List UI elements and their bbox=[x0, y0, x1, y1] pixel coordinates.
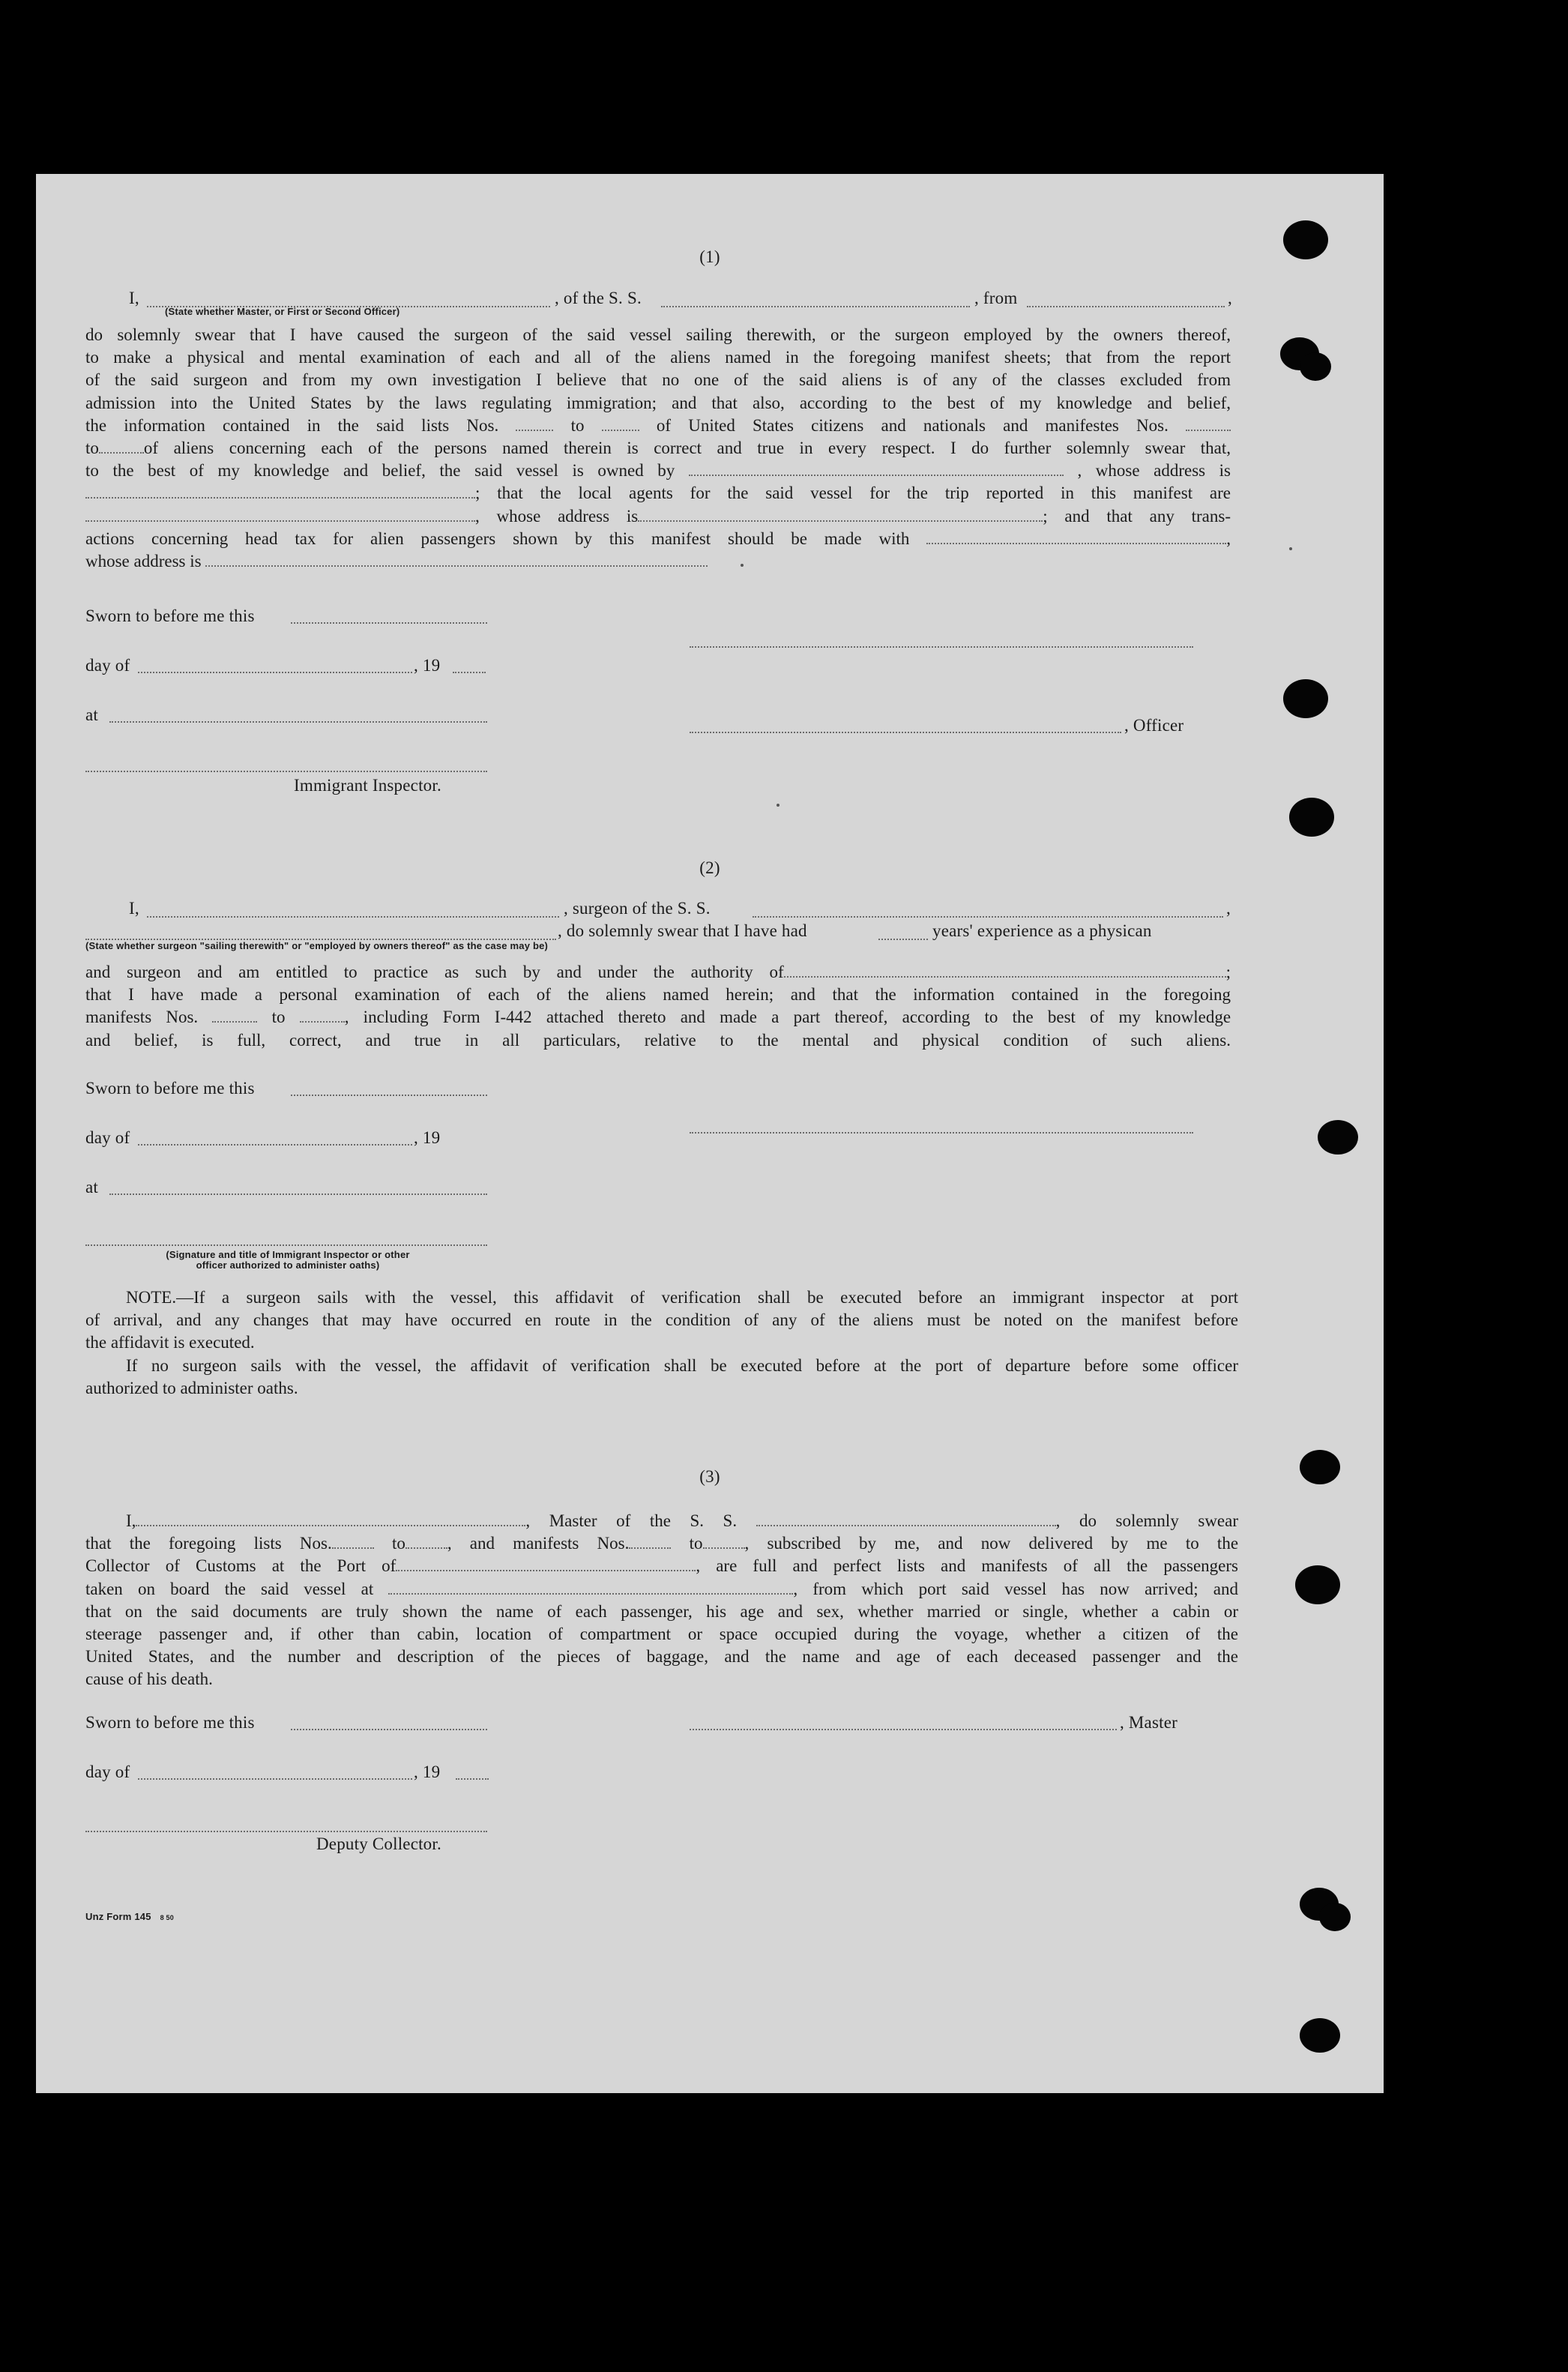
s1-officer-sig-blank[interactable] bbox=[690, 732, 1121, 733]
s2-at: at bbox=[85, 1178, 98, 1196]
s3-lists-to: to bbox=[391, 1534, 405, 1553]
s2-manifests-to: to bbox=[271, 1008, 286, 1027]
s1-body bbox=[85, 324, 1231, 573]
s3-body-line: cause of his death. bbox=[85, 1670, 213, 1689]
s1-headtax-comma: , bbox=[1226, 529, 1231, 548]
note-block bbox=[85, 1286, 1238, 1400]
s1-lists-c: of United States citizens and nationals and manifestes Nos. bbox=[656, 415, 1169, 435]
s1-headtax-line bbox=[85, 528, 1231, 550]
s3-taken-blank[interactable] bbox=[388, 1583, 793, 1595]
speck bbox=[777, 804, 780, 807]
s1-owner-blank[interactable] bbox=[689, 464, 1064, 476]
s2-day-of: day of bbox=[85, 1128, 130, 1147]
s2-inspector-blank[interactable] bbox=[85, 1244, 487, 1246]
s1-vessel-blank[interactable] bbox=[661, 306, 970, 307]
s1-owned-line bbox=[85, 460, 1231, 482]
s3-i-label: I, bbox=[126, 1511, 136, 1530]
s1-at: at bbox=[85, 705, 98, 724]
s2-surgeon-note: (State whether surgeon "sailing therewith" or "employed by owners thereof" as the case may be) bbox=[85, 940, 549, 951]
s1-owned-address: , whose address is bbox=[1077, 461, 1231, 481]
s3-master-blank[interactable] bbox=[136, 1514, 525, 1526]
s3-manifests-from-blank[interactable] bbox=[629, 1537, 671, 1549]
s2-swear: , do solemnly swear that I have had bbox=[558, 921, 807, 940]
s2-i-label: I, bbox=[129, 899, 139, 918]
s3-body-line: United States, and the number and description of the pieces of baggage, and the name and age of each deceased passenger and the bbox=[85, 1647, 1238, 1667]
s3-day-of: day of bbox=[85, 1763, 130, 1781]
s1-lists-line bbox=[85, 415, 1231, 437]
s2-years-text: years' experience as a physican bbox=[932, 921, 1152, 940]
s2-year: , 19 bbox=[414, 1128, 441, 1147]
s3-subscribed: , subscribed by me, and now delivered by me to the bbox=[744, 1534, 1239, 1553]
note-line: the affidavit is executed. bbox=[85, 1333, 255, 1352]
note-line: If no surgeon sails with the vessel, the affidavit of verification shall be executed before at the port of departure before some officer bbox=[126, 1355, 1238, 1375]
s1-body-line: do solemnly swear that I have caused the surgeon of the said vessel sailing therewith, or the surgeon employed by the owners thereof, bbox=[85, 325, 1231, 344]
section2-heading: (2) bbox=[699, 858, 720, 877]
s1-headtax-text: actions concerning head tax for alien passengers shown by this manifest should be made with bbox=[85, 529, 910, 548]
punch-hole bbox=[1295, 1565, 1340, 1604]
s1-comma: , bbox=[1228, 289, 1232, 307]
form-number-text: Unz Form 145 bbox=[85, 1911, 151, 1922]
s2-day-blank[interactable] bbox=[138, 1144, 412, 1146]
s3-sworn: Sworn to before me this bbox=[85, 1713, 255, 1732]
s3-arrived: , from which port said vessel has now arrived; and bbox=[793, 1579, 1238, 1598]
s1-signature-blank[interactable] bbox=[690, 646, 1193, 648]
s3-collector: Collector of Customs at the Port of bbox=[85, 1556, 396, 1576]
s2-sig-note-1: (Signature and title of Immigrant Inspector or other bbox=[166, 1249, 410, 1260]
s1-year-blank[interactable] bbox=[453, 672, 486, 673]
s3-taken: taken on board the said vessel at bbox=[85, 1579, 374, 1598]
s1-inspector-blank[interactable] bbox=[85, 771, 487, 772]
s1-aliens-text: of aliens concerning each of the persons named therein is correct and true in every respect. I do further solemnly swear that, bbox=[143, 439, 1231, 458]
s1-owned-text: to the best of my knowledge and belief, the said vessel is owned by bbox=[85, 461, 675, 481]
s1-whose-line bbox=[85, 550, 1231, 573]
form-number bbox=[85, 1904, 174, 1928]
form-code: 8 50 bbox=[160, 1914, 174, 1921]
s3-swear: , do solemnly swear bbox=[1055, 1511, 1239, 1530]
s1-year: , 19 bbox=[414, 656, 441, 675]
note-line: of arrival, and any changes that may have occurred en route in the condition of any of the aliens must be noted on the manifest before bbox=[85, 1310, 1238, 1330]
s2-authority-line bbox=[85, 961, 1231, 984]
speck bbox=[1289, 547, 1292, 550]
s3-master: , Master bbox=[1120, 1713, 1177, 1732]
s2-vessel-blank[interactable] bbox=[753, 916, 1223, 918]
s2-sworn: Sworn to before me this bbox=[85, 1079, 255, 1098]
s2-comma: , bbox=[1226, 899, 1231, 918]
s1-aliens-line bbox=[85, 437, 1231, 460]
s3-body-line: steerage passenger and, if other than cabin, location of compartment or space occupied during the voyage, whether a citizen of the bbox=[85, 1625, 1238, 1644]
s2-manifests: manifests Nos. bbox=[85, 1008, 199, 1027]
s3-collector-blank[interactable] bbox=[85, 1831, 487, 1832]
s1-day-of: day of bbox=[85, 656, 130, 675]
s3-port-blank[interactable] bbox=[396, 1559, 696, 1571]
s2-surgeon-of: , surgeon of the S. S. bbox=[564, 899, 711, 918]
s3-year-blank[interactable] bbox=[456, 1778, 489, 1780]
s3-lists-from-blank[interactable] bbox=[332, 1537, 374, 1549]
s1-from-label: , from bbox=[974, 289, 1018, 307]
s3-day-blank[interactable] bbox=[138, 1778, 412, 1780]
s2-manifests-from-blank[interactable] bbox=[212, 1011, 257, 1023]
s2-authority: and surgeon and am entitled to practice as such by and under the authority of bbox=[85, 963, 784, 981]
s2-belief-line: and belief, is full, correct, and true in all particulars, relative to the mental and physical condition of such aliens. bbox=[85, 1030, 1231, 1050]
s3-taken-line bbox=[85, 1578, 1238, 1601]
s2-semicolon: ; bbox=[1225, 963, 1231, 981]
s1-lists-to-blank[interactable] bbox=[602, 419, 639, 431]
s3-collector-title: Deputy Collector. bbox=[316, 1834, 441, 1853]
s1-whose-address: whose address is bbox=[85, 552, 202, 571]
s1-agents-address: , whose address is bbox=[475, 506, 639, 526]
s1-inspector: Immigrant Inspector. bbox=[294, 776, 441, 795]
s1-officer-note: (State whether Master, or First or Second Officer) bbox=[165, 306, 400, 317]
s1-agents-text: ; that the local agents for the said vessel for the trip reported in this manifest are bbox=[475, 484, 1231, 503]
s2-body-line: that I have made a personal examination of each of the aliens named herein; and that the information contained in the foregoing bbox=[85, 985, 1231, 1005]
s1-sworn-blank[interactable] bbox=[291, 622, 487, 624]
s3-manifests-to: to bbox=[689, 1534, 703, 1553]
s3-body-line: that on the said documents are truly shown the name of each passenger, his age and sex, whether married or single, whether a cabin or bbox=[85, 1601, 1238, 1621]
s1-lists-to: to bbox=[570, 415, 585, 435]
punch-hole bbox=[1289, 798, 1334, 837]
s1-agents-line bbox=[85, 482, 1231, 505]
s1-lists-a: the information contained in the said lists Nos. bbox=[85, 415, 499, 435]
s2-body bbox=[85, 961, 1231, 1052]
s1-manifests-blank[interactable] bbox=[1186, 419, 1231, 431]
s3-manifests-to-blank[interactable] bbox=[703, 1537, 745, 1549]
s3-master-sig-blank[interactable] bbox=[690, 1729, 1117, 1730]
punch-hole bbox=[1283, 679, 1328, 718]
s3-master-of: , Master of the S. S. bbox=[525, 1511, 738, 1530]
note-line: authorized to administer oaths. bbox=[85, 1378, 298, 1397]
s1-body-line: to make a physical and mental examination of each and all of the aliens named in the foregoing manifest sheets; that from the report bbox=[85, 348, 1231, 367]
s2-sig-note-2: officer authorized to administer oaths) bbox=[196, 1259, 380, 1271]
s1-sworn: Sworn to before me this bbox=[85, 606, 255, 625]
s3-manifests: , and manifests Nos. bbox=[447, 1534, 630, 1553]
s1-at-blank[interactable] bbox=[109, 721, 487, 723]
s1-whose-blank[interactable] bbox=[205, 555, 708, 567]
s2-manifests-to-blank[interactable] bbox=[300, 1011, 345, 1023]
s3-lists: that the foregoing lists Nos. bbox=[85, 1534, 332, 1553]
s2-authority-blank[interactable] bbox=[784, 966, 1226, 978]
s1-officer: , Officer bbox=[1124, 716, 1184, 735]
s1-address-line bbox=[85, 505, 1231, 528]
s2-years-blank[interactable] bbox=[878, 939, 928, 940]
s3-collector-line bbox=[85, 1555, 1238, 1577]
s2-sworn-blank[interactable] bbox=[291, 1095, 487, 1096]
form-page bbox=[36, 174, 1384, 2093]
s2-manifests-line bbox=[85, 1006, 1231, 1029]
s2-surgeon-blank[interactable] bbox=[147, 916, 559, 918]
s1-trans-text: ; and that any trans- bbox=[1043, 506, 1231, 526]
punch-hole bbox=[1318, 1120, 1358, 1155]
s3-lists-line bbox=[85, 1532, 1238, 1555]
s3-year: , 19 bbox=[414, 1763, 441, 1781]
s1-from-blank[interactable] bbox=[1027, 306, 1225, 307]
s3-line1 bbox=[85, 1510, 1238, 1532]
s3-vessel-blank[interactable] bbox=[756, 1514, 1056, 1526]
s1-day-blank[interactable] bbox=[138, 672, 412, 673]
s1-agents-address-blank[interactable] bbox=[638, 510, 1043, 522]
s2-signature-blank[interactable] bbox=[690, 1132, 1193, 1134]
s2-manifests-text: , including Form I-442 attached thereto and made a part thereof, according to the best of my knowledge bbox=[344, 1008, 1231, 1027]
s3-sworn-blank[interactable] bbox=[291, 1729, 487, 1730]
s1-body-line: of the said surgeon and from my own investigation I believe that no one of the said aliens is of any of the classes excluded from bbox=[85, 370, 1231, 390]
s1-headtax-blank[interactable] bbox=[926, 532, 1226, 544]
s3-lists-to-blank[interactable] bbox=[405, 1537, 447, 1549]
s1-agents-blank[interactable] bbox=[85, 510, 475, 522]
section1-heading: (1) bbox=[699, 247, 720, 266]
s1-body-line: admission into the United States by the laws regulating immigration; and that also, according to the best of my knowledge and belief, bbox=[85, 393, 1231, 412]
s3-full-lists: , are full and perfect lists and manifests of all the passengers bbox=[696, 1556, 1239, 1576]
s1-i-label: I, bbox=[129, 289, 139, 307]
s1-ss-label: , of the S. S. bbox=[555, 289, 642, 307]
section3-heading: (3) bbox=[699, 1467, 720, 1486]
s1-owner-address-blank[interactable] bbox=[85, 487, 475, 499]
s1-aliens-blank[interactable] bbox=[99, 442, 144, 454]
s1-aliens-to: to bbox=[85, 439, 99, 458]
s1-lists-from-blank[interactable] bbox=[516, 419, 553, 431]
note-line: NOTE.—If a surgeon sails with the vessel, this affidavit of verification shall be executed before an immigrant inspector at port bbox=[126, 1288, 1238, 1307]
s3-body bbox=[85, 1510, 1238, 1691]
s2-at-blank[interactable] bbox=[109, 1193, 487, 1195]
punch-hole bbox=[1300, 2018, 1340, 2053]
